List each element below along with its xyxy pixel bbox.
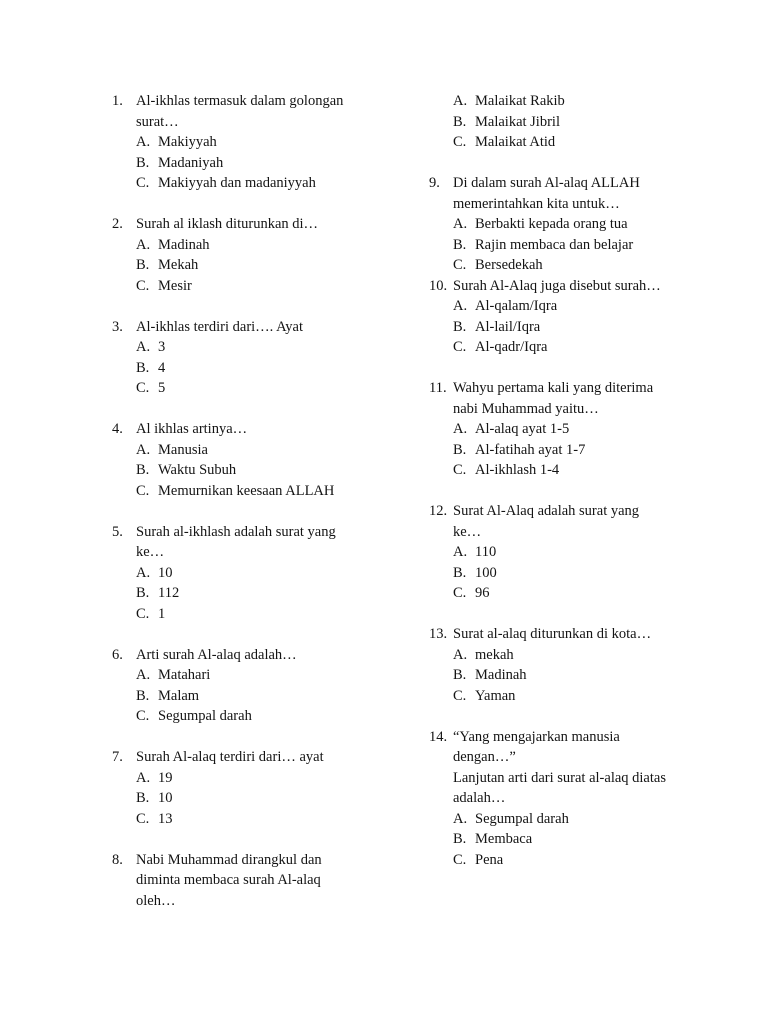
question-text: dengan…” <box>453 749 516 765</box>
option-letter: C. <box>136 708 150 724</box>
option-letter: C. <box>453 257 467 273</box>
option-letter: B. <box>136 585 150 601</box>
question-13 <box>429 624 729 706</box>
option-letter: C. <box>453 462 467 478</box>
question-number: 13. <box>429 626 448 642</box>
option-a <box>112 440 412 461</box>
option-letter: A. <box>136 236 151 253</box>
option-text: Matahari <box>158 667 211 683</box>
option-letter: A. <box>136 769 151 786</box>
option-text: Segumpal darah <box>158 708 252 724</box>
option-letter: C. <box>136 810 150 827</box>
option-letter: C. <box>136 175 150 191</box>
question-8-options <box>429 91 729 153</box>
option-c <box>112 809 412 830</box>
question-number: 9. <box>429 175 440 191</box>
option-c <box>429 460 729 481</box>
option-text: 110 <box>475 544 497 560</box>
option-text: 19 <box>158 769 173 786</box>
question-14 <box>429 727 729 871</box>
question-number: 2. <box>112 216 123 232</box>
option-letter: B. <box>453 113 467 130</box>
option-text: 5 <box>158 380 166 396</box>
option-text: Malam <box>158 687 200 704</box>
option-text: Makiyyah <box>158 134 217 150</box>
question-text: ke… <box>453 523 482 540</box>
option-a <box>429 296 729 317</box>
option-b <box>429 665 729 686</box>
option-a <box>429 419 729 440</box>
option-b <box>112 788 412 809</box>
question-11 <box>429 378 729 481</box>
option-a <box>112 132 412 153</box>
option-letter: A. <box>136 134 151 150</box>
option-text: Madinah <box>158 236 210 253</box>
question-9 <box>429 173 729 276</box>
option-letter: B. <box>136 462 150 478</box>
option-text: Al-fatihah ayat 1-7 <box>475 441 586 458</box>
option-letter: A. <box>453 421 468 437</box>
option-text: Al-alaq ayat 1-5 <box>475 421 570 437</box>
option-text: 96 <box>475 585 490 601</box>
question-text: Lanjutan arti dari surat al-alaq diatas <box>453 769 666 786</box>
option-text: 112 <box>158 585 180 601</box>
option-c <box>112 276 412 297</box>
question-number: 7. <box>112 749 123 765</box>
option-letter: A. <box>453 216 468 232</box>
option-letter: B. <box>453 318 467 335</box>
option-b <box>112 358 412 379</box>
option-b <box>429 112 729 133</box>
question-text: diminta membaca surah Al-alaq <box>136 872 321 888</box>
question-text: “Yang mengajarkan manusia <box>453 728 620 745</box>
option-c <box>112 706 412 727</box>
question-text: Surah al-ikhlash adalah surat yang <box>136 523 336 540</box>
option-c <box>429 686 729 707</box>
question-4 <box>112 419 412 501</box>
option-text: Al-qadr/Iqra <box>475 339 548 355</box>
question-number: 10. <box>429 277 448 294</box>
option-b <box>112 460 412 481</box>
option-letter: C. <box>136 482 150 499</box>
question-12 <box>429 501 729 604</box>
option-text: Bersedekah <box>475 257 543 273</box>
option-c <box>429 255 729 276</box>
option-letter: C. <box>453 134 467 150</box>
question-text: Arti surah Al-alaq adalah… <box>136 646 297 663</box>
option-letter: B. <box>136 790 150 806</box>
option-b <box>429 235 729 256</box>
question-text: Surah Al-Alaq juga disebut surah… <box>453 277 661 294</box>
option-letter: B. <box>453 236 467 253</box>
option-letter: B. <box>453 667 467 683</box>
option-letter: A. <box>136 667 151 683</box>
question-number: 4. <box>112 421 123 437</box>
question-1 <box>112 91 412 194</box>
option-text: Pena <box>475 851 504 868</box>
option-b <box>112 583 412 604</box>
option-text: Memurnikan keesaan ALLAH <box>158 482 335 499</box>
option-a <box>429 542 729 563</box>
option-text: Al-qalam/Iqra <box>475 298 558 314</box>
question-number: 14. <box>429 728 448 745</box>
question-number: 12. <box>429 503 448 519</box>
option-letter: C. <box>136 380 150 396</box>
option-letter: C. <box>453 585 467 601</box>
question-text: surat… <box>136 113 179 130</box>
option-text: Membaca <box>475 831 533 847</box>
option-letter: A. <box>453 810 468 827</box>
option-c <box>112 173 412 194</box>
left-column <box>112 91 412 911</box>
option-c <box>429 337 729 358</box>
question-6 <box>112 645 412 727</box>
option-c <box>429 583 729 604</box>
option-b <box>429 829 729 850</box>
option-b <box>112 153 412 174</box>
question-text: Wahyu pertama kali yang diterima <box>453 380 654 396</box>
option-b <box>429 563 729 584</box>
option-b <box>429 317 729 338</box>
option-letter: B. <box>453 831 467 847</box>
option-letter: C. <box>453 339 467 355</box>
option-letter: A. <box>453 646 468 663</box>
option-letter: B. <box>453 564 467 581</box>
option-letter: A. <box>136 441 151 458</box>
option-text: Madinah <box>475 667 527 683</box>
option-text: mekah <box>475 646 514 663</box>
option-letter: A. <box>453 93 468 109</box>
question-text: ke… <box>136 544 165 560</box>
question-text: Al ikhlas artinya… <box>136 421 248 437</box>
option-text: 13 <box>158 810 173 827</box>
option-text: Berbakti kepada orang tua <box>475 216 628 232</box>
option-c <box>112 604 412 625</box>
option-letter: B. <box>453 441 467 458</box>
option-letter: C. <box>136 605 150 622</box>
option-letter: A. <box>136 339 151 355</box>
option-a <box>429 91 729 112</box>
option-text: Segumpal darah <box>475 810 569 827</box>
option-text: Manusia <box>158 441 208 458</box>
option-letter: A. <box>136 564 151 581</box>
option-a <box>112 665 412 686</box>
option-a <box>112 563 412 584</box>
question-text: adalah… <box>453 790 506 806</box>
option-text: 4 <box>158 359 166 376</box>
option-c <box>429 132 729 153</box>
option-text: Rajin membaca dan belajar <box>475 236 634 253</box>
option-a <box>112 235 412 256</box>
question-3 <box>112 317 412 399</box>
question-text: Surat al-alaq diturunkan di kota… <box>453 626 652 642</box>
option-letter: C. <box>453 851 467 868</box>
question-text: Surat Al-Alaq adalah surat yang <box>453 503 640 519</box>
question-2 <box>112 214 412 296</box>
option-letter: B. <box>136 687 150 704</box>
option-letter: B. <box>136 257 150 273</box>
question-number: 1. <box>112 93 123 109</box>
question-text: Surah Al-alaq terdiri dari… ayat <box>136 749 324 765</box>
option-c <box>429 850 729 871</box>
question-text: Di dalam surah Al-alaq ALLAH <box>453 175 640 191</box>
option-letter: B. <box>136 154 150 171</box>
question-text: memerintahkan kita untuk… <box>453 195 620 212</box>
question-7 <box>112 747 412 829</box>
option-text: 100 <box>475 564 497 581</box>
right-column <box>429 91 729 870</box>
option-a <box>429 645 729 666</box>
option-a <box>112 768 412 789</box>
option-a <box>429 214 729 235</box>
question-text: Al-ikhlas termasuk dalam golongan <box>136 93 344 109</box>
option-text: 3 <box>158 339 166 355</box>
option-c <box>112 378 412 399</box>
option-text: Malaikat Atid <box>475 134 556 150</box>
question-text: nabi Muhammad yaitu… <box>453 400 599 417</box>
question-number: 5. <box>112 523 123 540</box>
question-number: 6. <box>112 646 123 663</box>
option-text: 1 <box>158 605 166 622</box>
question-8 <box>112 850 412 912</box>
option-text: Malaikat Rakib <box>475 93 565 109</box>
option-text: Al-lail/Iqra <box>475 318 541 335</box>
option-a <box>429 809 729 830</box>
option-letter: B. <box>136 359 150 376</box>
option-a <box>112 337 412 358</box>
option-text: Al-ikhlash 1-4 <box>475 462 560 478</box>
question-10 <box>429 276 729 358</box>
option-text: Mekah <box>158 257 199 273</box>
option-text: Yaman <box>475 687 516 704</box>
option-letter: A. <box>453 298 468 314</box>
option-letter: A. <box>453 544 468 560</box>
question-text: oleh… <box>136 892 176 909</box>
option-letter: C. <box>136 277 150 294</box>
question-text: Nabi Muhammad dirangkul dan <box>136 851 322 868</box>
question-text: Surah al iklash diturunkan di… <box>136 216 319 232</box>
option-letter: C. <box>453 687 467 704</box>
question-number: 11. <box>429 380 447 396</box>
option-text: Waktu Subuh <box>158 462 237 478</box>
question-number: 8. <box>112 851 123 868</box>
question-number: 3. <box>112 318 123 335</box>
option-b <box>112 686 412 707</box>
question-5 <box>112 522 412 625</box>
option-text: 10 <box>158 564 173 581</box>
option-text: Mesir <box>158 277 192 294</box>
question-text: Al-ikhlas terdiri dari…. Ayat <box>136 318 303 335</box>
option-b <box>112 255 412 276</box>
option-text: 10 <box>158 790 173 806</box>
option-b <box>429 440 729 461</box>
option-text: Malaikat Jibril <box>475 113 560 130</box>
option-text: Madaniyah <box>158 154 224 171</box>
option-c <box>112 481 412 502</box>
option-text: Makiyyah dan madaniyyah <box>158 175 316 191</box>
